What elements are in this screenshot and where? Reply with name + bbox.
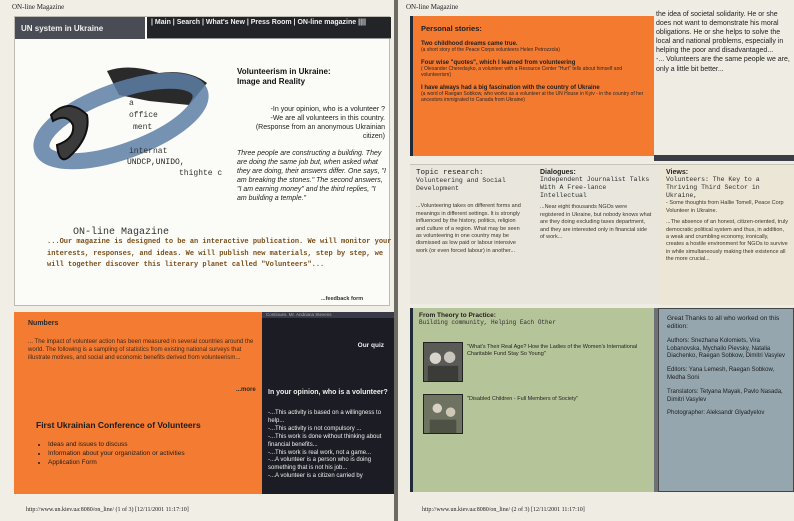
conference-list bbox=[48, 440, 185, 467]
practice-title: From Theory to Practice: bbox=[419, 312, 496, 319]
personal-stories-panel bbox=[410, 16, 654, 156]
dialogue-head: Dialogues: bbox=[540, 169, 576, 176]
quiz-answer: -...A volunteer is a person who is doing something that is not his job... bbox=[268, 457, 372, 472]
quiz-question: In your opinion, who is a volunteer? bbox=[268, 389, 388, 396]
volunteerism-title-line: Volunteerism in Ukraine: bbox=[237, 67, 331, 76]
dialogues-column bbox=[534, 165, 658, 305]
quiz-panel bbox=[262, 312, 394, 494]
numbers-text: ... The impact of volunteer action has been measured in several countries around the world. The following is a sampling of statistics from existing national surveys that illustrate motives, and social and economic benefits derived from volunteerism... bbox=[28, 339, 254, 362]
children-photo bbox=[423, 394, 463, 434]
topics-section bbox=[410, 164, 794, 304]
views-head: Views: bbox=[666, 169, 689, 176]
nav-links[interactable]: | Main | Search | What's New | Press Room | ON-line magazine |||| bbox=[147, 17, 391, 39]
page-footer: http://www.un.kiev.ua:8080/on_line/ (2 of 3) [12/11/2001 11:17:10] bbox=[422, 507, 585, 513]
banner-text-1: a bbox=[129, 99, 134, 108]
volunteerism-title bbox=[237, 67, 387, 87]
banner-text-5: UNDCP,UNIDO, bbox=[127, 158, 185, 167]
quiz-answer: -...This activity is not compulsory ... bbox=[268, 425, 362, 432]
authors-label: Authors: bbox=[667, 337, 690, 344]
continued-paragraph: the idea of societal solidarity. He or she does not want to demonstrate his moral obligations. He or she helps to solve the local and national problems, especially in helping the poor and disadvantaged... bbox=[656, 11, 784, 55]
quiz-label: Our quiz bbox=[357, 342, 384, 349]
quiz-answer: -...A volunteer is a citizen carried by bbox=[268, 473, 363, 480]
magazine-intro: ...Our magazine is designed to be an interactive publication. We will monitor your interests, responses, and ideas. We will publish new materials, step by step, we will together discover this literary planet called "Volunteers"... bbox=[47, 238, 392, 270]
quiz-answer: -...This work is real work, not a game... bbox=[268, 449, 372, 456]
quote-line: -In your opinion, who is a volunteer ? bbox=[270, 106, 385, 113]
quiz-answer: -...This work is done without thinking about financial benefits... bbox=[268, 433, 382, 448]
personal-stories-title: Personal stories: bbox=[421, 24, 482, 33]
credits-intro: Great Thanks to all who worked on this edition: bbox=[667, 315, 780, 331]
page-header: ON-line Magazine bbox=[12, 3, 65, 11]
volunteer-quote bbox=[237, 105, 385, 141]
numbers-title: Numbers bbox=[28, 320, 59, 327]
story-link[interactable]: Four wise "quotes", which I learned from volunteering bbox=[421, 59, 576, 66]
volunteerism-subtitle: Image and Reality bbox=[237, 77, 306, 86]
topic-research-column bbox=[410, 165, 532, 305]
conference-item[interactable]: • Ideas and issues to discuss bbox=[48, 440, 185, 449]
more-link[interactable]: ...more bbox=[236, 387, 256, 393]
conference-title[interactable]: First Ukrainian Conference of Volunteers bbox=[36, 420, 201, 430]
dialogue-text: ...Near eight thousands NGOs were registered in Ukraine, but nobody knows what are they doing excluding taxes department, and they are interested only in financial side of work... bbox=[540, 204, 652, 241]
views-column bbox=[660, 165, 794, 305]
right-page bbox=[398, 0, 794, 521]
conference-item[interactable]: • Information about your organization or activities bbox=[48, 449, 185, 458]
divider-strip bbox=[654, 155, 794, 161]
topic-link[interactable]: Volunteering and Social Development bbox=[416, 177, 506, 193]
banner-text-2: office bbox=[129, 111, 158, 120]
credits-translators: Translators: Tetyana Mayak, Pavlo Nasada, Dimitri Vasylev bbox=[667, 388, 783, 403]
quiz-strip: Continues. Mr. Andriana Stevens bbox=[262, 312, 394, 318]
continued-text bbox=[656, 10, 790, 74]
practice-panel bbox=[410, 308, 654, 492]
views-link[interactable]: Volunteers: The Key to a Thriving Third Sector in Ukraine, bbox=[666, 176, 760, 200]
quote-line: (Response from an anonymous Ukrainian citizen) bbox=[255, 124, 385, 141]
credits-photographer: Photographer: Aleksandr Glyadyelov bbox=[667, 410, 765, 417]
practice-item-link[interactable]: "What's Their Real Age? How the Ladies of the Women's International Charitable Fund Stay So Young" bbox=[467, 344, 638, 358]
topic-text: ...Volunteering takes on different forms and meanings in different settings. It is strongly influenced by the history, politics, religion and culture of a region. What may be seen as volunteering in one country may be dismissed as low paid or labour intensive work (or even forced labour) in another... bbox=[416, 203, 521, 254]
feedback-link[interactable]: ...feedback form bbox=[321, 296, 364, 302]
topic-head: Topic research: bbox=[416, 169, 484, 177]
views-text: ...The absence of an honest, citizen-oriented, truly democratic political system and thus, in addition, a weak and crumbling economy, ironically, creates a hostile environment for NGOs to survive in while simultaneously making their existence all the more crucial... bbox=[666, 219, 788, 263]
practice-sub: Building community, Helping Each Other bbox=[419, 319, 556, 326]
story-note: (a short story of the Peace Corps volunteers Helen Petrozzola) bbox=[421, 47, 560, 53]
credits-editors: Editors: Yana Lemesh, Raegan Sobkow, Medha Soni bbox=[667, 367, 775, 382]
authors-list: Snezhana Kolomiets, Vira Lobanovska, Mychailo Pievsky, Natalia Diachenko, Raegan Sobkow, Dimitri Vasylev bbox=[667, 337, 785, 360]
credits-authors bbox=[667, 338, 785, 361]
story-note: ( Olexander Cheredayko, a volunteer with a Resource Center "Hurt" tells about himself and volunteerism) bbox=[421, 65, 623, 78]
banner-text-3: ment bbox=[133, 123, 153, 132]
banner-text-6: thighte c bbox=[179, 169, 223, 178]
practice-item-link[interactable]: "Disabled Children - Full Members of Society" bbox=[467, 396, 579, 402]
quiz-answer: -...This activity is based on a willingness to help... bbox=[268, 410, 382, 424]
magazine-main-block bbox=[14, 16, 390, 306]
banner-text-4: internat bbox=[129, 147, 168, 156]
story-link[interactable]: Two childhood dreams came true. bbox=[421, 41, 518, 47]
quote-line: -We are all volunteers in this country. bbox=[270, 115, 385, 123]
page-footer: http://www.un.kiev.ua:8080/on_line/ (1 of 3) [12/11/2001 11:17:10] bbox=[26, 507, 189, 513]
continued-paragraph: -... Volunteers are the same people we are, only a little bit better... bbox=[656, 56, 790, 73]
credits-panel bbox=[658, 308, 794, 492]
story-link[interactable]: I have always had a big fascination with the country of Ukraine bbox=[421, 84, 600, 91]
story-note: (a word of Raegan Sobkow, who works as a volunteer at the UN House in Kyiv - in the country of her ancestors immigrated to Canada from Ukraine) bbox=[421, 90, 644, 103]
numbers-panel bbox=[14, 312, 262, 494]
quiz-answers bbox=[268, 410, 392, 481]
magazine-label: ON-line Magazine bbox=[73, 227, 170, 238]
dialogue-link[interactable]: Independent Journalist Talks With A Free-lance Intellectual bbox=[540, 176, 650, 200]
practice-item[interactable] bbox=[423, 342, 649, 382]
women-photo bbox=[423, 342, 463, 382]
volunteers-logo-banner bbox=[29, 65, 234, 195]
conference-item[interactable]: • Application Form bbox=[48, 458, 185, 467]
site-title: UN system in Ukraine bbox=[15, 17, 145, 39]
views-byline: - Some thoughts from Hallie Tomell, Peace Corp Volunteer in Ukraine. bbox=[666, 200, 784, 214]
left-page bbox=[0, 0, 394, 521]
volunteer-story: Three people are constructing a building. They are doing the same job but, when asked what they are doing, their answers differ. One says, "I am breaking the stones." The second answers, "I am earning money" and the third replies, "I am building a temple." bbox=[237, 150, 386, 203]
page-header: ON-line Magazine bbox=[406, 3, 459, 11]
practice-item[interactable] bbox=[423, 394, 649, 434]
